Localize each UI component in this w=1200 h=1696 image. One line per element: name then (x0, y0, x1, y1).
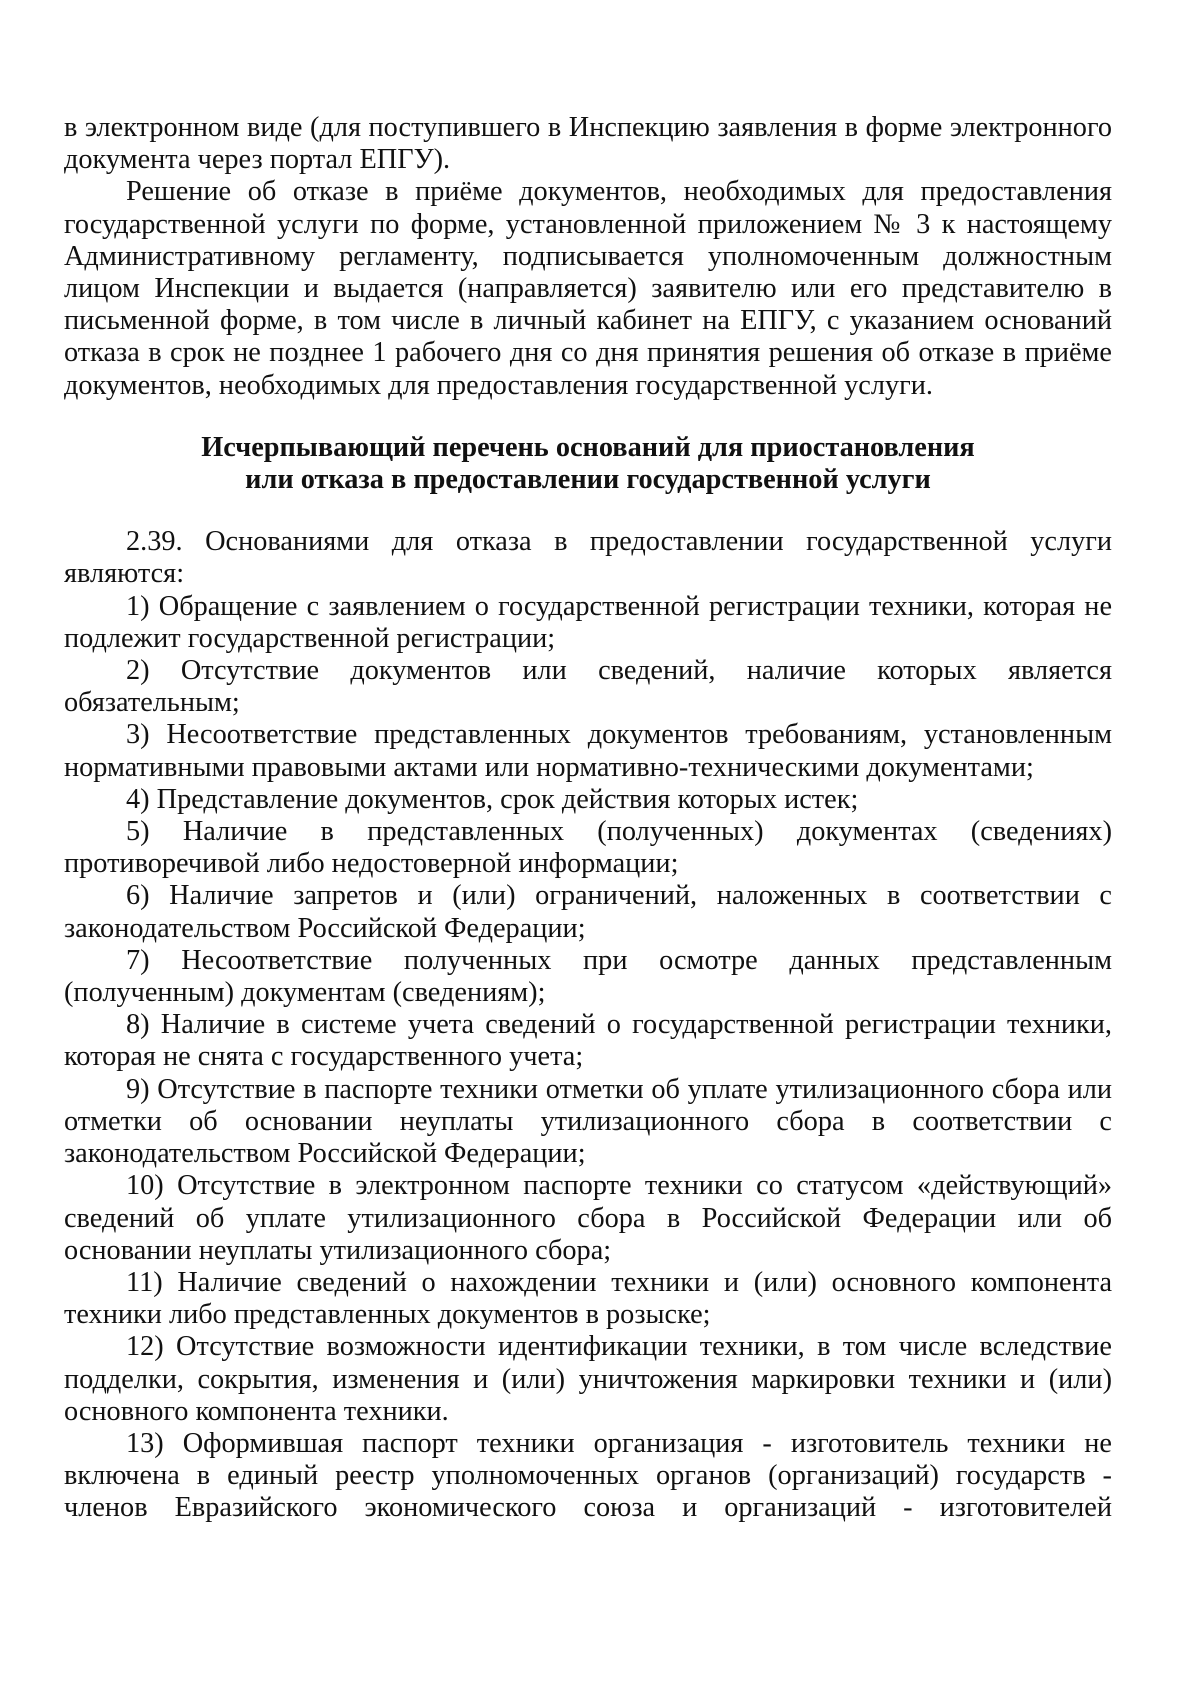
ground-item-9: 9) Отсутствие в паспорте техники отметки об уплате утилизационного сбора или отметки об основании неуплаты утилизационного сбора в соответствии с законодательством Российской Федерации; (64, 1073, 1112, 1170)
ground-item-12: 12) Отсутствие возможности идентификации техники, в том числе вследствие подделки, сокрытия, изменения и (или) уничтожения маркировки техники и (или) основного компонента техники. (64, 1331, 1112, 1427)
decision-paragraph: Решение об отказе в приёме документов, необходимых для предоставления государственной услуги по форме, установленной приложением № 3 к настоящему Административному регламенту, подписывается уполномоченным должностным лицом Инспекции и выдается (направляется) заявителю или его представителю в письменной форме, в том числе в личный кабинет на ЕПГУ, с указанием оснований отказа в срок не позднее 1 рабочего дня со дня принятия решения об отказе в приёме документов, необходимых для предоставления государственной услуги. (64, 176, 1112, 401)
ground-item-13: 13) Оформившая паспорт техники организация - изготовитель техники не включена в единый реестр уполномоченных органов (организаций) государств - членов Евразийского экономического союза и организаций - изготовителей (64, 1427, 1112, 1524)
ground-item-3: 3) Несоответствие представленных документов требованиям, установленным нормативными правовыми актами или нормативно-техническими документами; (64, 719, 1112, 783)
ground-item-1: 1) Обращение с заявлением о государственной регистрации техники, которая не подлежит государственной регистрации; (64, 590, 1112, 654)
continuation-paragraph: в электронном виде (для поступившего в Инспекцию заявления в форме электронного документа через портал ЕПГУ). (64, 112, 1112, 176)
ground-item-6: 6) Наличие запретов и (или) ограничений, наложенных в соответствии с законодательством Российской Федерации; (64, 880, 1112, 944)
ground-item-8: 8) Наличие в системе учета сведений о государственной регистрации техники, которая не снята с государственного учета; (64, 1009, 1112, 1073)
ground-item-2: 2) Отсутствие документов или сведений, наличие которых является обязательным; (64, 655, 1112, 719)
ground-item-4: 4) Представление документов, срок действия которых истек; (126, 783, 859, 815)
ground-item-5: 5) Наличие в представленных (полученных) документах (сведениях) противоречивой либо недостоверной информации; (64, 816, 1112, 880)
document-page (64, 112, 1112, 1525)
ground-item-7: 7) Несоответствие полученных при осмотре данных представленным (полученным) документам (сведениям); (64, 944, 1112, 1009)
clause-2-39-intro: 2.39. Основаниями для отказа в предоставлении государственной услуги являются: (64, 526, 1112, 590)
ground-item-11: 11) Наличие сведений о нахождении техники и (или) основного компонента техники либо представленных документов в розыске; (64, 1266, 1112, 1331)
section-heading-line-2: или отказа в предоставлении государственной услуги (245, 464, 931, 496)
section-heading-line-1: Исчерпывающий перечень оснований для приостановления (201, 431, 975, 463)
section-heading (64, 432, 1112, 496)
ground-item-10: 10) Отсутствие в электронном паспорте техники со статусом «действующий» сведений об уплате утилизационного сбора в Российской Федерации или об основании неуплаты утилизационного сбора; (64, 1170, 1112, 1266)
